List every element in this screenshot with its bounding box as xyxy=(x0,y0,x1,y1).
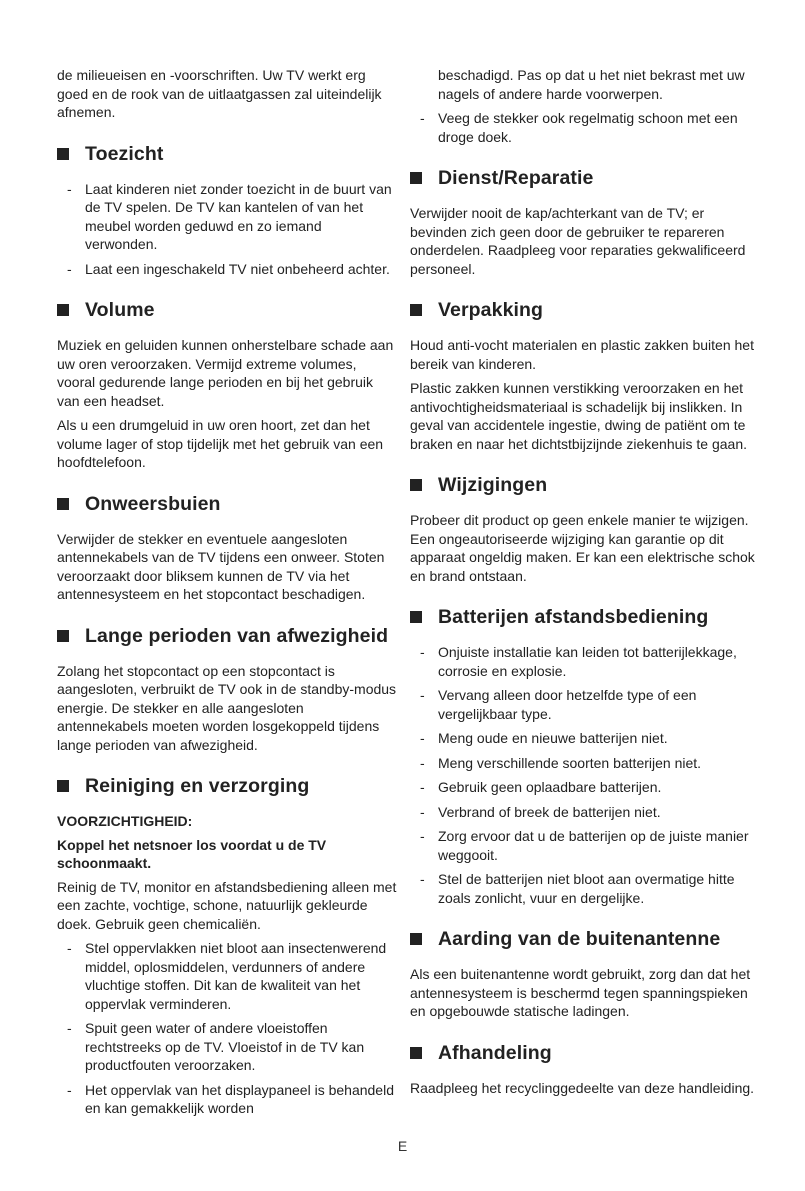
caution-label: VOORZICHTIGHEID: xyxy=(57,813,193,829)
list-item: - Het oppervlak van het displaypaneel is behandeld en kan gemakkelijk worden xyxy=(67,1081,397,1118)
list-item: - Stel de batterijen niet bloot aan overmatige hitte zoals zonlicht, vuur en dergelijke. xyxy=(420,870,755,907)
reiniging-text: Reinig de TV, monitor en afstandsbediening alleen met een zachte, vochtige, schone, natuurlijk gekleurde doek. Gebruik geen chemicaliën. xyxy=(57,878,397,932)
dienst-text: Verwijder nooit de kap/achterkant van de TV; er bevinden zich geen door de gebruiker te repareren onderdelen. Raadpleeg voor reparaties gekwalificeerd personeel. xyxy=(410,205,746,277)
list-item: - Gebruik geen oplaadbare batterijen. xyxy=(420,778,755,797)
heading-label: Wijzigingen xyxy=(438,474,548,496)
heading-label: Batterijen afstandsbediening xyxy=(438,606,709,628)
section-bullet-icon xyxy=(57,498,69,510)
heading-label: Reiniging en verzorging xyxy=(85,775,310,797)
list-item: - Vervang alleen door hetzelfde type of een vergelijkbaar type. xyxy=(420,686,755,723)
list-item: - Veeg de stekker ook regelmatig schoon met een droge doek. xyxy=(420,109,755,146)
volume-paragraph: Als u een drumgeluid in uw oren hoort, zet dan het volume lager of stop tijdelijk met het gebruik van een hoofdtelefoon. xyxy=(57,417,384,470)
section-bullet-icon xyxy=(410,479,422,491)
list-item-continued: beschadigd. Pas op dat u het niet bekrast met uw nagels of andere harde voorwerpen. xyxy=(438,67,745,102)
heading-volume xyxy=(57,298,397,322)
list-item: - Laat een ingeschakeld TV niet onbeheerd achter. xyxy=(67,260,397,279)
heading-toezicht xyxy=(57,142,397,166)
section-bullet-icon xyxy=(410,304,422,316)
list-item: - Verbrand of breek de batterijen niet. xyxy=(420,803,755,822)
list-item: - Zorg ervoor dat u de batterijen op de juiste manier weggooit. xyxy=(420,827,755,864)
list-item: - Stel oppervlakken niet bloot aan insectenwerend middel, oplosmiddelen, verdunners of andere vluchtige stoffen. Dit kan de kwaliteit van het oppervlak verminderen. xyxy=(67,939,397,1013)
heading-label: Lange perioden van afwezigheid xyxy=(85,624,389,647)
section-bullet-icon xyxy=(57,780,69,792)
onweersbuien-text: Verwijder de stekker en eventuele aangesloten antennekabels van de TV tijdens een onweer. Stoten veroorzaakt door bliksem kunnen de TV via het antennesysteem en het stopcontact beschadigen. xyxy=(57,530,385,602)
heading-aarding xyxy=(410,927,755,951)
section-bullet-icon xyxy=(410,611,422,623)
list-item: - Laat kinderen niet zonder toezicht in de buurt van de TV spelen. De TV kan kantelen of van het meubel worden geduwd en zo iemand verwonden. xyxy=(67,180,397,254)
continued-list xyxy=(410,66,755,146)
heading-label: Volume xyxy=(85,299,155,321)
heading-batterijen xyxy=(410,605,755,629)
volume-paragraph: Muziek en geluiden kunnen onherstelbare schade aan uw oren veroorzaken. Vermijd extreme volumes, vooral gedurende lange perioden en bij het gebruik van een headset. xyxy=(57,337,394,409)
batterijen-list xyxy=(410,643,755,907)
verpakking-paragraph: Houd anti-vocht materialen en plastic zakken buiten het bereik van kinderen. xyxy=(410,337,754,372)
afhandeling-text: Raadpleeg het recyclinggedeelte van deze handleiding. xyxy=(410,1079,755,1096)
section-bullet-icon xyxy=(57,304,69,316)
heading-onweersbuien xyxy=(57,492,397,516)
list-item: - Spuit geen water of andere vloeistoffen rechtstreeks op de TV. Vloeistof in de TV kan productfouten veroorzaken. xyxy=(67,1019,397,1075)
heading-label: Dienst/Reparatie xyxy=(438,167,594,189)
verpakking-paragraph: Plastic zakken kunnen verstikking veroorzaken en het antivochtigheidsmateriaal is schadelijk bij inslikken. In geval van accidentele ingestie, dwing de patiënt om te braken en naar het dichtstbijzijnde ziekenhuis te gaan. xyxy=(410,380,747,452)
heading-label: Toezicht xyxy=(85,142,164,165)
heading-afwezigheid xyxy=(57,624,397,648)
aarding-text: Als een buitenantenne wordt gebruikt, zorg dan dat het antennesysteem is beschermd tegen spanningspieken en opgebouwde statische ladingen. xyxy=(410,966,751,1019)
reiniging-list xyxy=(57,939,397,1118)
left-column xyxy=(57,66,397,1124)
wijzigingen-text: Probeer dit product op geen enkele manier te wijzigen. Een ongeautoriseerde wijziging kan garantie op dit apparaat ongeldig maken. Er kan een elektrische schok en brand ontstaan. xyxy=(410,512,755,584)
heading-wijzigingen xyxy=(410,473,755,497)
list-item: - Onjuiste installatie kan leiden tot batterijlekkage, corrosie en explosie. xyxy=(420,643,755,680)
heading-dienst xyxy=(410,166,755,190)
section-bullet-icon xyxy=(410,172,422,184)
caution-text: Koppel het netsnoer los voordat u de TV schoonmaakt. xyxy=(57,836,327,871)
list-item: - Meng verschillende soorten batterijen niet. xyxy=(420,754,755,773)
heading-label: Onweersbuien xyxy=(85,492,221,515)
section-bullet-icon xyxy=(57,148,69,160)
heading-reiniging xyxy=(57,774,397,798)
heading-verpakking xyxy=(410,298,755,322)
heading-label: Afhandeling xyxy=(438,1041,552,1064)
page-number: E xyxy=(397,1138,408,1154)
section-bullet-icon xyxy=(410,1047,422,1059)
section-bullet-icon xyxy=(410,933,422,945)
heading-afhandeling xyxy=(410,1041,755,1065)
heading-label: Aarding van de buitenantenne xyxy=(438,928,721,950)
afwezigheid-text: Zolang het stopcontact op een stopcontact is aangesloten, verbruikt de TV ook in de standby-modus energie. De stekker en alle aangesloten antennekabels moeten worden losgekoppeld tijdens lange perioden van afwezigheid. xyxy=(57,662,397,753)
heading-label: Verpakking xyxy=(438,299,544,321)
list-item: - Meng oude en nieuwe batterijen niet. xyxy=(420,729,755,748)
intro-text: de milieueisen en -voorschriften. Uw TV werkt erg goed en de rook van de uitlaatgassen zal uiteindelijk afnemen. xyxy=(57,67,382,120)
right-column xyxy=(410,66,755,1103)
toezicht-list xyxy=(57,180,397,279)
section-bullet-icon xyxy=(57,630,69,642)
